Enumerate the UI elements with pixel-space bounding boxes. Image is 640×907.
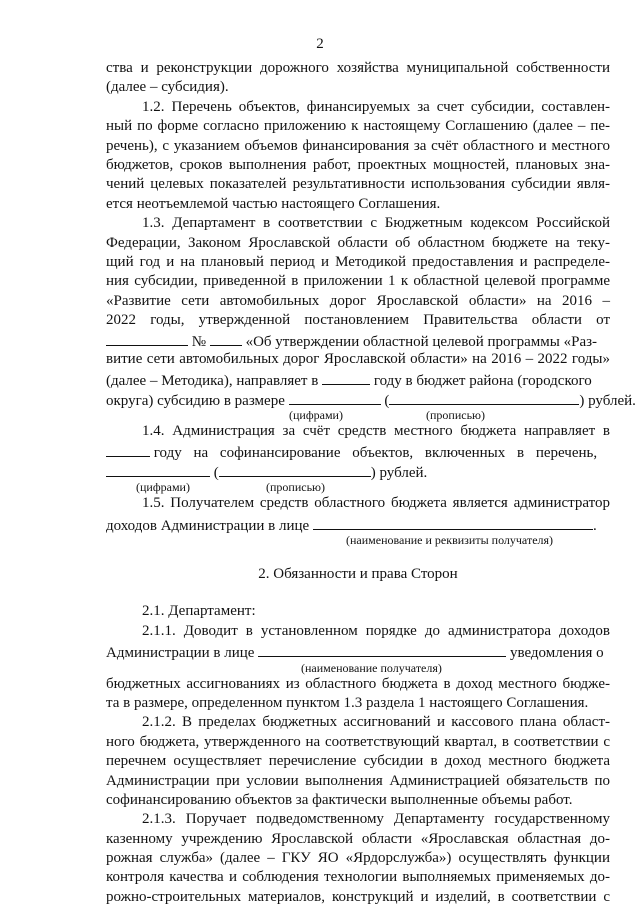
text-line: (далее – субсидия). [106, 79, 229, 96]
text-line: щий год и на плановый период и Методикой предоставления и распределе- [106, 253, 610, 270]
paragraph-2-1: 2.1. Департамент: [142, 603, 256, 620]
text-line: рожная служба» (далее – ГКУ ЯО «Ярдорслужба») осуществлять функции [106, 850, 610, 867]
caption-row [106, 480, 610, 494]
document-body [106, 59, 636, 907]
blank-year [106, 441, 150, 457]
page-number: 2 [316, 36, 324, 52]
text-line: речень), с указанием объемов финансирования за счёт областного и местного [106, 137, 610, 154]
text-line: ния субсидии, приведенной в приложении 1 к областной целевой программе [106, 273, 610, 290]
caption-digits: (цифрами) [136, 480, 190, 495]
section-heading: 2. Обязанности и права Сторон [258, 565, 458, 582]
text-line: Федерации, Законом Ярославской области об областном бюджете на теку- [106, 234, 610, 251]
blank-amount-words [389, 389, 579, 405]
blank-amount-words [219, 461, 371, 477]
text-line: году на софинансирование объектов, включенных в перечень, [106, 441, 610, 460]
text-line [106, 330, 610, 349]
text-line: та в размере, определенном пунктом 1.3 раздела 1 настоящего Соглашения. [106, 694, 589, 711]
paragraph-1-2: 1.2. Перечень объектов, финансируемых за счет субсидии, составлен- [142, 98, 610, 115]
blank-number [210, 330, 242, 346]
text-line: чений целевых показателей результативности использования субсидии явля- [106, 176, 610, 193]
paragraph-2-1-3: 2.1.3. Поручает подведомственному Департаменту государственному [142, 811, 610, 828]
paragraph-2-1-2: 2.1.2. В пределах бюджетных ассигнований и кассового плана област- [142, 714, 610, 731]
paragraph-1-5: 1.5. Получателем средств областного бюджета является администратор [142, 495, 610, 512]
text-line: 2022 годы, утвержденной постановлением Правительства области от [106, 312, 610, 329]
blank-amount-digits [106, 461, 210, 477]
caption-row [106, 533, 610, 547]
blank-amount-digits [289, 389, 381, 405]
resolution-title: «Об утверждении областной целевой программы «Раз- [245, 334, 598, 351]
text-line: Администрации при условии выполнения Администрацией обязательств по [106, 772, 610, 789]
text-line: округа) субсидию в размере ( ) рублей. [106, 389, 610, 408]
blank-date [106, 330, 188, 346]
text-line: ( ) рублей. [106, 461, 610, 480]
text-line: (далее – Методика), направляет в году в бюджет района (городского [106, 369, 610, 388]
text-line: софинансированию объектов за фактически выполненные объемы работ. [106, 791, 573, 808]
text-line: ства и реконструкции дорожного хозяйства муниципальной собственности [106, 60, 610, 76]
text-line: ется неотъемлемой частью настоящего Соглашения. [106, 195, 441, 212]
text-line: доходов Администрации в лице . [106, 514, 610, 533]
caption-words: (прописью) [426, 408, 486, 423]
text-line: рожно-строительных материалов, конструкций и изделий, в соответствии с [106, 888, 610, 905]
caption-row [106, 408, 610, 422]
text-line: бюджетных ассигнованиях из областного бюджета в доход местного бюдже- [106, 675, 610, 692]
blank-recipient [258, 641, 506, 657]
text-line: контроля качества и соблюдения технологии выполняемых применяемых до- [106, 869, 610, 886]
blank-year [322, 369, 370, 385]
paragraph-1-4: 1.4. Администрация за счёт средств местного бюджета направляет в [142, 423, 610, 440]
caption-digits: (цифрами) [289, 408, 343, 423]
caption-row [106, 661, 610, 675]
blank-recipient [313, 514, 593, 530]
text-line: перечнем осуществляет перечисление субсидии в доход местного бюджета [106, 753, 610, 770]
caption-words: (прописью) [266, 480, 326, 495]
paragraph-2-1-1: 2.1.1. Доводит в установленном порядке до администратора доходов [142, 622, 610, 639]
text-line: ного бюджета, утвержденного на соответствующий квартал, в соответствии с [106, 733, 610, 750]
text-line: ный по форме согласно приложению к настоящему Соглашению (далее – пе- [106, 118, 610, 135]
text-line: «Развитие сети автомобильных дорог Ярославской области» на 2016 – [106, 292, 610, 309]
text-line: витие сети автомобильных дорог Ярославской области» на 2016 – 2022 годы» [106, 350, 610, 367]
text-line: бюджетов, сроков выполнения работ, проектных мощностей, плановых зна- [106, 156, 610, 173]
paragraph-1-3: 1.3. Департамент в соответствии с Бюджетным кодексом Российской [142, 215, 610, 232]
caption-recipient: (наименование и реквизиты получателя) [346, 532, 554, 547]
text-line: казенному учреждению Ярославской области «Ярославская областная до- [106, 830, 610, 847]
text-line: Администрации в лице уведомления о [106, 641, 610, 660]
number-sign: № [191, 334, 207, 351]
caption-recipient: (наименование получателя) [301, 660, 442, 675]
